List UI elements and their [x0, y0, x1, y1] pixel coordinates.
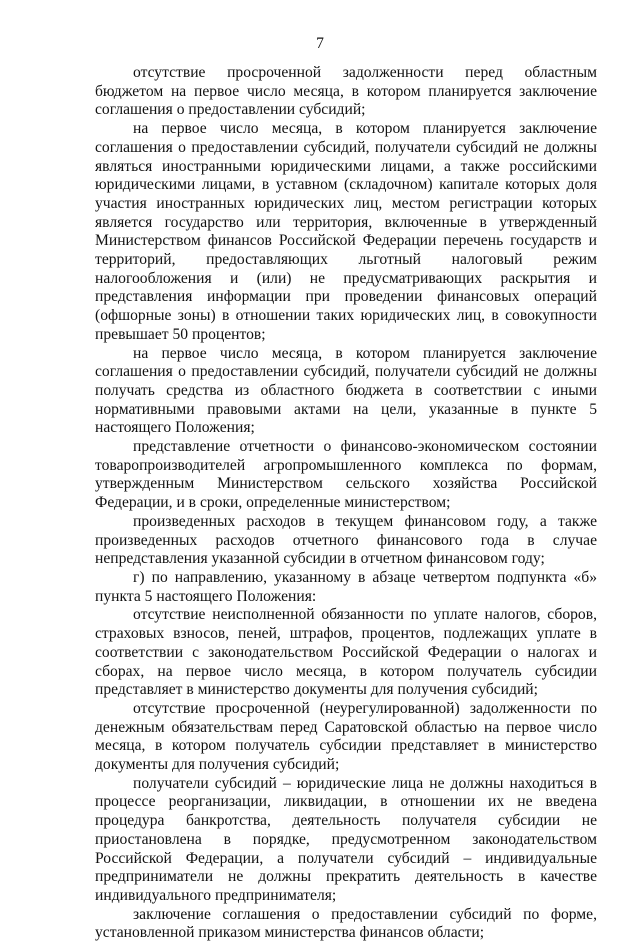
page-number: 7: [316, 35, 324, 52]
paragraph-1: отсутствие просроченной задолженности перед областным бюджетом на первое число месяца, в котором планируется заключение соглашения о предоставлении субсидий;: [95, 64, 597, 119]
paragraph-9: получатели субсидий – юридические лица не должны находиться в процессе реорганизации, ликвидации, в отношении их не введена процедура банкротства, деятельность получателя субсидии не приостановлена в порядке, предусмотренном законодательством Российской Федерации, а получатели субсидий – индивидуальные предприниматели не должны прекратить деятельность в качестве индивидуального предпринимателя;: [95, 774, 597, 904]
paragraph-6: г) по направлению, указанному в абзаце четвертом подпункта «б» пункта 5 настоящего Положения:: [95, 568, 597, 605]
paragraph-7: отсутствие неисполненной обязанности по уплате налогов, сборов, страховых взносов, пеней, штрафов, процентов, подлежащих уплате в соответствии с законодательством Российской Федерации о налогах и сборах, на первое число месяца, в котором получатель субсидии представляет в министерство документы для получения субсидий;: [95, 606, 597, 699]
paragraph-10: заключение соглашения о предоставлении субсидий по форме, установленной приказом министерства финансов области;: [95, 905, 597, 942]
document-body: [95, 64, 597, 943]
paragraph-8: отсутствие просроченной (неурегулированной) задолженности по денежным обязательствам перед Саратовской областью на первое число месяца, в котором получатель субсидии представляет в министерство документы для получения субсидий;: [95, 699, 597, 774]
paragraph-4: представление отчетности о финансово-экономическом состоянии товаропроизводителей агропромышленного комплекса по формам, утвержденным Министерством сельского хозяйства Российской Федерации, и в сроки, определенные министерством;: [95, 438, 597, 512]
paragraph-5: произведенных расходов в текущем финансовом году, а также произведенных расходов отчетного финансового года в случае непредставления указанной субсидии в отчетном финансовом году;: [95, 512, 597, 568]
paragraph-2: на первое число месяца, в котором планируется заключение соглашения о предоставлении субсидий, получатели субсидий не должны являться иностранными юридическими лицами, а также российскими юридическими лицами, в уставном (складочном) капитале которых доля участия иностранных юридических лиц, местом регистрации которых является государство или территория, включенные в утвержденный Министерством финансов Российской Федерации перечень государств и территорий, предоставляющих льготный налоговый режим налогообложения и (или) не предусматривающих раскрытия и представления информации при проведении финансовых операций (офшорные зоны) в отношении таких юридических лиц, в совокупности превышает 50 процентов;: [95, 120, 597, 343]
paragraph-3: на первое число месяца, в котором планируется заключение соглашения о предоставлении субсидий, получатели субсидий не должны получать средства из областного бюджета в соответствии с иными нормативными правовыми актами на цели, указанные в пункте 5 настоящего Положения;: [95, 344, 597, 437]
